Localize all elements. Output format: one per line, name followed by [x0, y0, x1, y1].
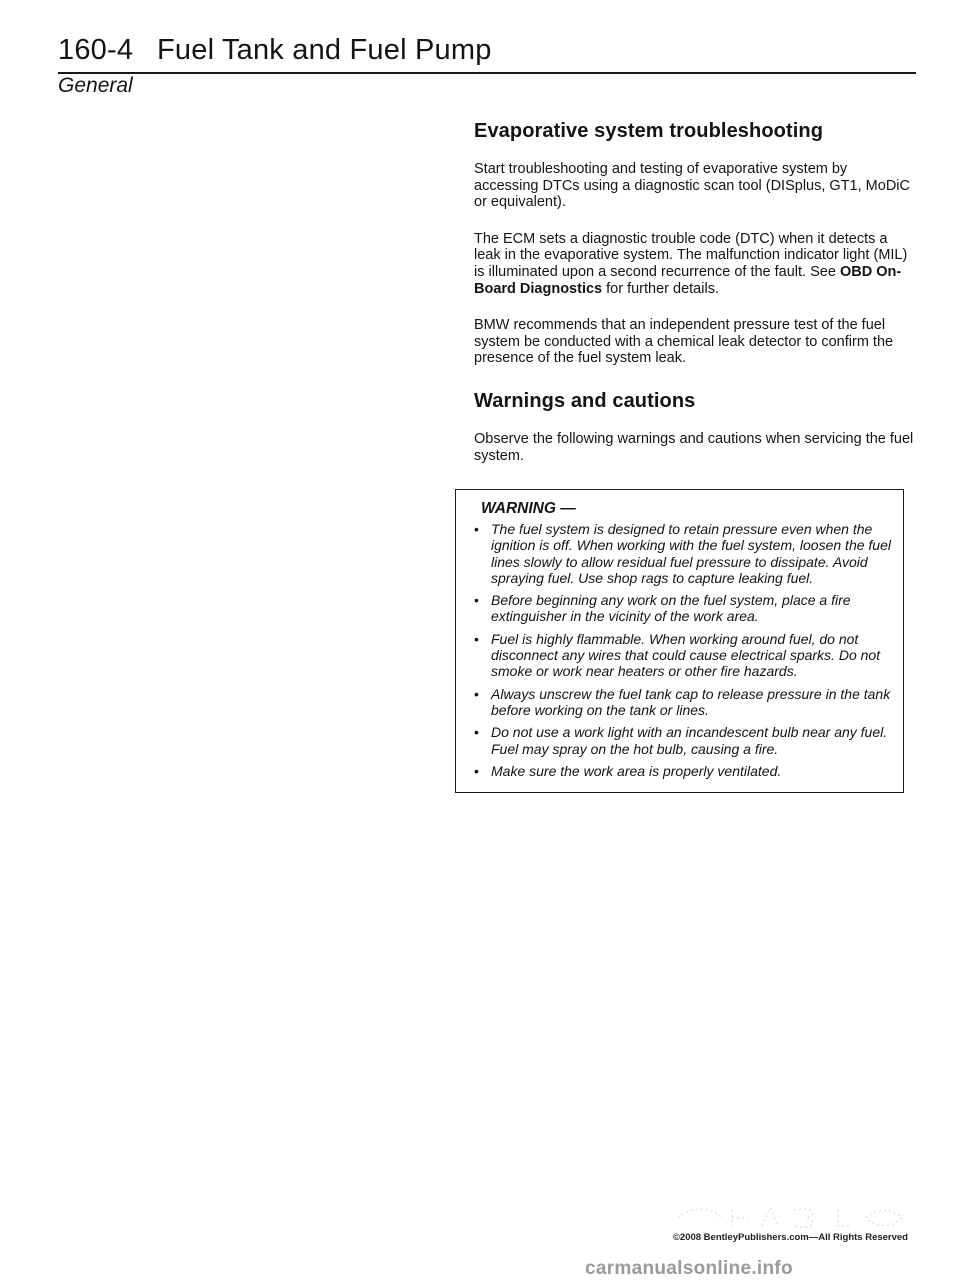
p2-text-before: The ECM sets a diagnostic trouble code (DTC) when it detects a leak in the evaporative system. The malfunction indicator light (MIL) is illuminated upon a second recurrence of the fault. See	[474, 230, 908, 280]
obd-reference: OBD On-Board Diagnostics	[474, 263, 902, 297]
p2-text-after: for further details.	[602, 280, 719, 297]
chapter-title: Fuel Tank and Fuel Pump	[157, 34, 492, 66]
evaporative-paragraph-1: Start troubleshooting and testing of evaporative system by accessing DTCs using a diagnostic scan tool (DISplus, GT1, MoDiC or equivalent).	[474, 161, 910, 211]
warning-box	[455, 489, 904, 793]
bullet-icon: •	[474, 630, 479, 647]
warning-heading: WARNING —	[481, 500, 576, 517]
warning-item-text: Always unscrew the fuel tank cap to release pressure in the tank before working on the tank or lines.	[491, 685, 891, 718]
warning-item	[468, 631, 898, 680]
evaporative-heading: Evaporative system troubleshooting	[474, 120, 824, 142]
site-stamp: carmanualsonline.info	[585, 1258, 793, 1279]
page-number: 160-4	[58, 34, 134, 66]
section-label: General	[58, 74, 133, 97]
bullet-icon: •	[474, 521, 479, 537]
bullet-icon: •	[474, 592, 479, 609]
warnings-intro: Observe the following warnings and cautions when servicing the fuel system.	[474, 430, 914, 464]
warning-item-text: Before beginning any work on the fuel system, place a fire extinguisher in the vicinity of the work area.	[491, 592, 851, 625]
main-content	[474, 120, 914, 464]
warning-item-text: The fuel system is designed to retain pressure even when the ignition is off. When working with the fuel system, loosen the fuel lines slowly to allow residual fuel pressure to dissipate. Avoid spraying fuel. Use shop rags to capture leaking fuel.	[491, 521, 891, 586]
warning-list	[468, 521, 898, 785]
evaporative-paragraph-2	[474, 231, 914, 297]
bullet-icon: •	[474, 685, 479, 702]
warnings-heading: Warnings and cautions	[474, 389, 696, 412]
header-rule	[58, 72, 916, 74]
copyright-notice: ©2008 BentleyPublishers.com—All Rights Reserved	[672, 1232, 908, 1243]
bullet-icon: •	[474, 724, 479, 741]
warning-item	[468, 724, 898, 757]
warning-item	[468, 521, 898, 586]
warning-item	[468, 592, 898, 625]
bullet-icon: •	[474, 762, 479, 779]
warning-item-text: Do not use a work light with an incandescent bulb near any fuel. Fuel may spray on the hot bulb, causing a fire.	[491, 724, 888, 757]
evaporative-paragraph-3: BMW recommends that an independent pressure test of the fuel system be conducted with a chemical leak detector to confirm the presence of the fuel system leak.	[474, 317, 894, 367]
warning-item	[468, 686, 898, 719]
warning-item-text: Make sure the work area is properly ventilated.	[491, 762, 782, 779]
warning-item	[468, 763, 898, 779]
warning-item-text: Fuel is highly flammable. When working around fuel, do not disconnect any wires that could cause electrical sparks. Do not smoke or work near heaters or other fire hazards.	[491, 630, 881, 680]
